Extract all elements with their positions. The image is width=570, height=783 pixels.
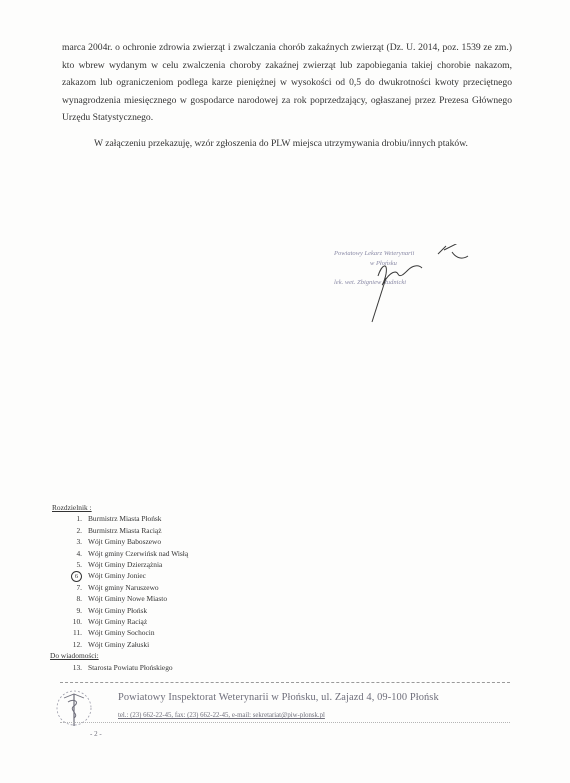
list-item bbox=[52, 605, 188, 616]
list-item bbox=[52, 570, 188, 581]
paragraph-attachment: W załączeniu przekazuję, wzór zgłoszenia do PLW miejsca utrzymywania drobiu/innych ptaków. bbox=[94, 137, 468, 149]
list-item-number: 9. bbox=[76, 605, 82, 615]
list-item-text: Wójt Gminy Płońsk bbox=[88, 605, 148, 615]
list-item-text: Wójt Gminy Sochocin bbox=[88, 628, 155, 638]
footer-subdivider bbox=[60, 722, 510, 723]
handwritten-signature bbox=[334, 244, 484, 324]
list-item bbox=[52, 559, 188, 570]
institution-name: Powiatowy Inspektorat Weterynarii w Płońsku, ul. Zajazd 4, 09-100 Płońsk bbox=[118, 692, 439, 703]
list-item-text: Wójt gminy Naruszewo bbox=[88, 582, 159, 592]
footer-divider bbox=[60, 682, 510, 683]
distribution-header: Rozdzielnik : bbox=[52, 503, 92, 512]
stamp-location: w Płońsku bbox=[370, 260, 397, 267]
list-item-number: 5. bbox=[76, 560, 82, 570]
list-item-number: 10. bbox=[72, 617, 82, 627]
list-item-text: Burmistrz Miasta Płońsk bbox=[88, 514, 162, 524]
list-item-number: 11. bbox=[73, 628, 82, 638]
list-item bbox=[52, 582, 188, 593]
list-item-number: 8. bbox=[76, 594, 82, 604]
circled-number-mark: 6 bbox=[71, 571, 82, 582]
list-item-text: Wójt Gminy Joniec bbox=[88, 571, 146, 581]
list-item-text: Wójt Gminy Załuski bbox=[88, 639, 150, 649]
list-item-text: Burmistrz Miasta Raciąż bbox=[88, 525, 162, 535]
letter-body bbox=[62, 39, 512, 153]
cc-header: Do wiadomości: bbox=[50, 651, 99, 661]
list-item bbox=[52, 536, 188, 547]
distribution-items bbox=[52, 513, 188, 650]
list-item-text: Wójt Gminy Nowe Miasto bbox=[88, 594, 168, 604]
list-item bbox=[52, 593, 188, 604]
list-item-text: Wójt Gminy Baboszewo bbox=[88, 537, 162, 547]
list-item-text: Starosta Powiatu Płońskiego bbox=[88, 662, 173, 672]
list-item bbox=[52, 639, 188, 650]
list-item-number: 2. bbox=[76, 525, 82, 535]
contact-details: tel.: (23) 662-22-45, fax: (23) 662-22-45, e-mail: sekretariat@piw-plonsk.pl bbox=[118, 712, 325, 719]
distribution-list bbox=[52, 502, 188, 673]
list-item-number bbox=[52, 570, 82, 582]
list-item bbox=[52, 513, 188, 524]
list-item-text: Wójt Gminy Raciąż bbox=[88, 617, 148, 627]
official-stamp-signature bbox=[334, 244, 484, 324]
list-item-number: 7. bbox=[76, 582, 82, 592]
list-item-number: 12. bbox=[72, 639, 82, 649]
paragraph-penalty: marca 2004r. o ochronie zdrowia zwierząt i zwalczania chorób zakaźnych zwierząt (Dz. U. 2014, poz. 1539 ze zm.) kto wbrew wydanym w celu zwalczenia choroby zakaźnej zwierząt lub zapobiegania takiej chorobie nakazom, zakazom lub ograniczeniom podlega karze pieniężnej w wysokości od 0,5 do dwukrotności kwoty przeciętnego wynagrodzenia miesięcznego w gospodarce narodowej za rok poprzedzający, ogłaszanej przez Prezesa Głównego Urzędu Statystycznego. bbox=[62, 42, 512, 124]
veterinary-emblem-icon bbox=[54, 688, 94, 730]
list-item bbox=[52, 616, 188, 627]
list-item-number: 13. bbox=[72, 662, 82, 672]
list-item-text: Wójt gminy Czerwińsk nad Wisłą bbox=[88, 548, 189, 558]
list-item bbox=[52, 548, 188, 559]
list-item-number: 3. bbox=[76, 537, 82, 547]
letterhead-footer bbox=[50, 682, 520, 742]
cc-items bbox=[52, 662, 188, 673]
stamp-title: Powiatowy Lekarz Weterynarii bbox=[334, 250, 415, 257]
list-item bbox=[52, 662, 188, 673]
list-item-number: 4. bbox=[76, 548, 82, 558]
list-item bbox=[52, 627, 188, 638]
list-item-number: 1. bbox=[76, 514, 82, 524]
list-item-text: Wójt Gminy Dzierzążnia bbox=[88, 560, 163, 570]
list-item bbox=[52, 525, 188, 536]
page-number: - 2 - bbox=[90, 730, 102, 738]
stamp-name: lek. wet. Zbigniew Rudnicki bbox=[334, 279, 407, 286]
